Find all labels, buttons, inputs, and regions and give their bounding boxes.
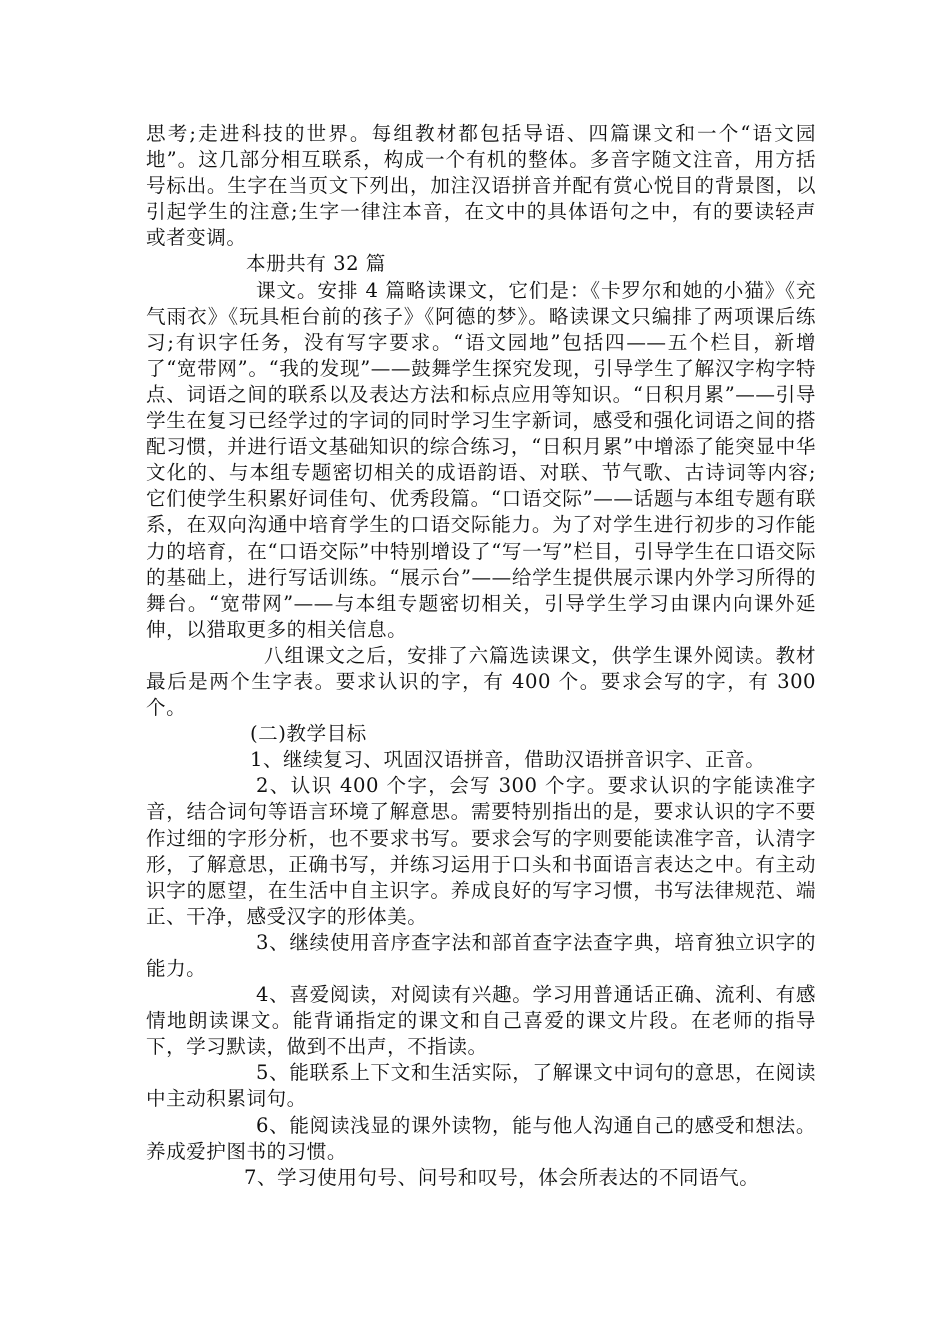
paragraph-optional-reading: 八组课文之后，安排了六篇选读课文，供学生课外阅读。教材最后是两个生字表。要求认识的字，有 400 个。要求会写的字，有 300 个。: [146, 643, 816, 720]
paragraph-lesson-arrangement: 课文。安排 4 篇略读课文，它们是：《卡罗尔和她的小猫》《充气雨衣》《玩具柜台前的孩子》《阿德的梦》。略读课文只编排了两项课后练习;有识字任务，没有写字要求。“语文园地”包括四——五个栏目，新增了“宽带网”。“我的发现”——鼓舞学生探究发现，引导学生了解汉字构字特点、词语之间的联系以及表达方法和标点应用等知识。“日积月累”——引导学生在复习已经学过的字词的同时学习生字新词，感受和强化词语之间的搭配习惯，并进行语文基础知识的综合练习，“日积月累”中增添了能突显中华文化的、与本组专题密切相关的成语韵语、对联、节气歌、古诗词等内容;它们使学生积累好词佳句、优秀段篇。“口语交际”——话题与本组专题有联系，在双向沟通中培育学生的口语交际能力。为了对学生进行初步的习作能力的培育，在“口语交际”中特别增设了“写一写”栏目，引导学生在口语交际的基础上，进行写话训练。“展示台”——给学生提供展示课内外学习所得的舞台。“宽带网”——与本组专题密切相关，引导学生学习由课内向课外延伸，以猎取更多的相关信息。: [146, 278, 816, 641]
paragraph-intro: 思考;走进科技的世界。每组教材都包括导语、四篇课文和一个“语文园地”。这几部分相互联系，构成一个有机的整体。多音字随文注音，用方括号标出。生字在当页文下列出，加注汉语拼音并配有赏心悦目的背景图，以引起学生的注意;生字一律注本音，在文中的具体语句之中，有的要读轻声或者变调。: [146, 122, 816, 250]
goal-item-4: 4、喜爱阅读，对阅读有兴趣。学习用普通话正确、流利、有感情地朗读课文。能背诵指定的课文和自己喜爱的课文片段。在老师的指导下，学习默读，做到不出声，不指读。: [146, 983, 816, 1059]
goal-item-1: 1、继续复习、巩固汉语拼音，借助汉语拼音识字、正音。: [250, 748, 766, 772]
section-heading-teaching-goals: (二)教学目标: [250, 722, 367, 746]
goal-item-6: 6、能阅读浅显的课外读物，能与他人沟通自己的感受和想法。养成爱护图书的习惯。: [146, 1113, 816, 1163]
goal-item-5: 5、能联系上下文和生活实际，了解课文中词句的意思，在阅读中主动积累词句。: [146, 1061, 816, 1111]
goal-item-7: 7、学习使用句号、问号和叹号，体会所表达的不同语气。: [244, 1165, 760, 1189]
goal-item-3: 3、继续使用音序查字法和部首查字法查字典，培育独立识字的能力。: [146, 930, 816, 980]
goal-item-2: 2、认识 400 个字，会写 300 个字。要求认识的字能读准字音，结合词句等语言环境了解意思。需要特别指出的是，要求认识的字不要作过细的字形分析，也不要求书写。要求会写的字则要能读准字音，认清字形，了解意思，正确书写，并练习运用于口头和书面语言表达之中。有主动识字的愿望，在生活中自主识字。养成良好的写字习惯，书写法律规范、端正、干净，感受汉字的形体美。: [146, 774, 816, 928]
document-body: [146, 121, 816, 1191]
paragraph-lesson-count: 本册共有 32 篇: [246, 252, 386, 276]
